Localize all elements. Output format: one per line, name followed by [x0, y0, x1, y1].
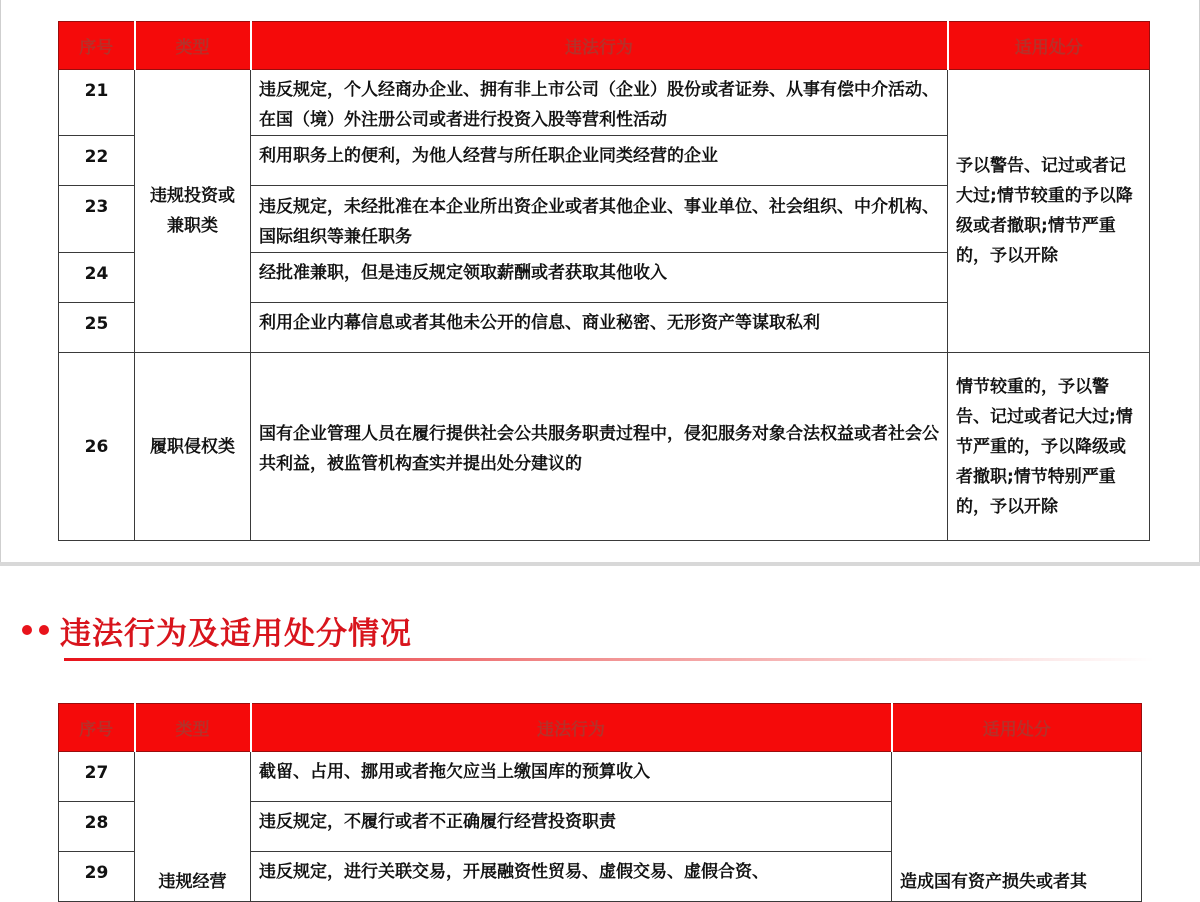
header-action: 违法行为	[251, 22, 948, 70]
penalty-cell: 造成国有资产损失或者其	[892, 752, 1142, 902]
violations-table-1	[58, 21, 1150, 541]
slide-left-edge	[0, 0, 1, 562]
table-row	[59, 752, 1142, 802]
penalty-cell: 情节较重的，予以警告、记过或者记大过;情节严重的，予以降级或者撤职;情节特别严重的，予以开除	[948, 353, 1150, 541]
penalty-cell: 予以警告、记过或者记大过;情节较重的予以降级或者撤职;情节严重的，予以开除	[948, 70, 1150, 353]
row-number: 29	[59, 852, 135, 902]
header-penalty: 适用处分	[892, 704, 1142, 752]
action-cell: 违反规定，个人经商办企业、拥有非上市公司（企业）股份或者证券、从事有偿中介活动、在国（境）外注册公司或者进行投资入股等营利性活动	[251, 70, 948, 136]
row-number: 21	[59, 70, 135, 136]
action-cell: 截留、占用、挪用或者拖欠应当上缴国库的预算收入	[251, 752, 892, 802]
row-number: 22	[59, 136, 135, 186]
action-cell: 违反规定，不履行或者不正确履行经营投资职责	[251, 802, 892, 852]
header-type: 类型	[135, 704, 251, 752]
table-row	[59, 70, 1150, 136]
action-cell: 国有企业管理人员在履行提供社会公共服务职责过程中，侵犯服务对象合法权益或者社会公共利益，被监管机构查实并提出处分建议的	[251, 353, 948, 541]
header-number: 序号	[59, 22, 135, 70]
action-cell: 违反规定，未经批准在本企业所出资企业或者其他企业、事业单位、社会组织、中介机构、国际组织等兼任职务	[251, 186, 948, 253]
table-header-row	[59, 704, 1142, 752]
action-cell: 违反规定，进行关联交易，开展融资性贸易、虚假交易、虚假合资、	[251, 852, 892, 902]
action-cell: 利用职务上的便利，为他人经营与所任职企业同类经营的企业	[251, 136, 948, 186]
row-number: 27	[59, 752, 135, 802]
row-number: 24	[59, 253, 135, 303]
action-cell: 利用企业内幕信息或者其他未公开的信息、商业秘密、无形资产等谋取私利	[251, 303, 948, 353]
violations-table-2	[58, 703, 1142, 902]
section-title: 违法行为及适用处分情况	[60, 615, 412, 652]
row-number: 23	[59, 186, 135, 253]
action-cell: 经批准兼职，但是违反规定领取薪酬或者获取其他收入	[251, 253, 948, 303]
row-number: 28	[59, 802, 135, 852]
header-type: 类型	[135, 22, 251, 70]
header-number: 序号	[59, 704, 135, 752]
table-header-row	[59, 22, 1150, 70]
header-action: 违法行为	[251, 704, 892, 752]
bullet-dot-icon	[39, 625, 49, 635]
bullet-dot-icon	[22, 625, 32, 635]
row-number: 25	[59, 303, 135, 353]
type-cell: 违规经营	[135, 752, 251, 902]
header-penalty: 适用处分	[948, 22, 1150, 70]
heading-underline	[64, 658, 1154, 661]
type-cell: 违规投资或兼职类	[135, 70, 251, 353]
section-heading	[22, 605, 412, 655]
type-cell: 履职侵权类	[135, 353, 251, 541]
row-number: 26	[59, 353, 135, 541]
table-row	[59, 353, 1150, 541]
